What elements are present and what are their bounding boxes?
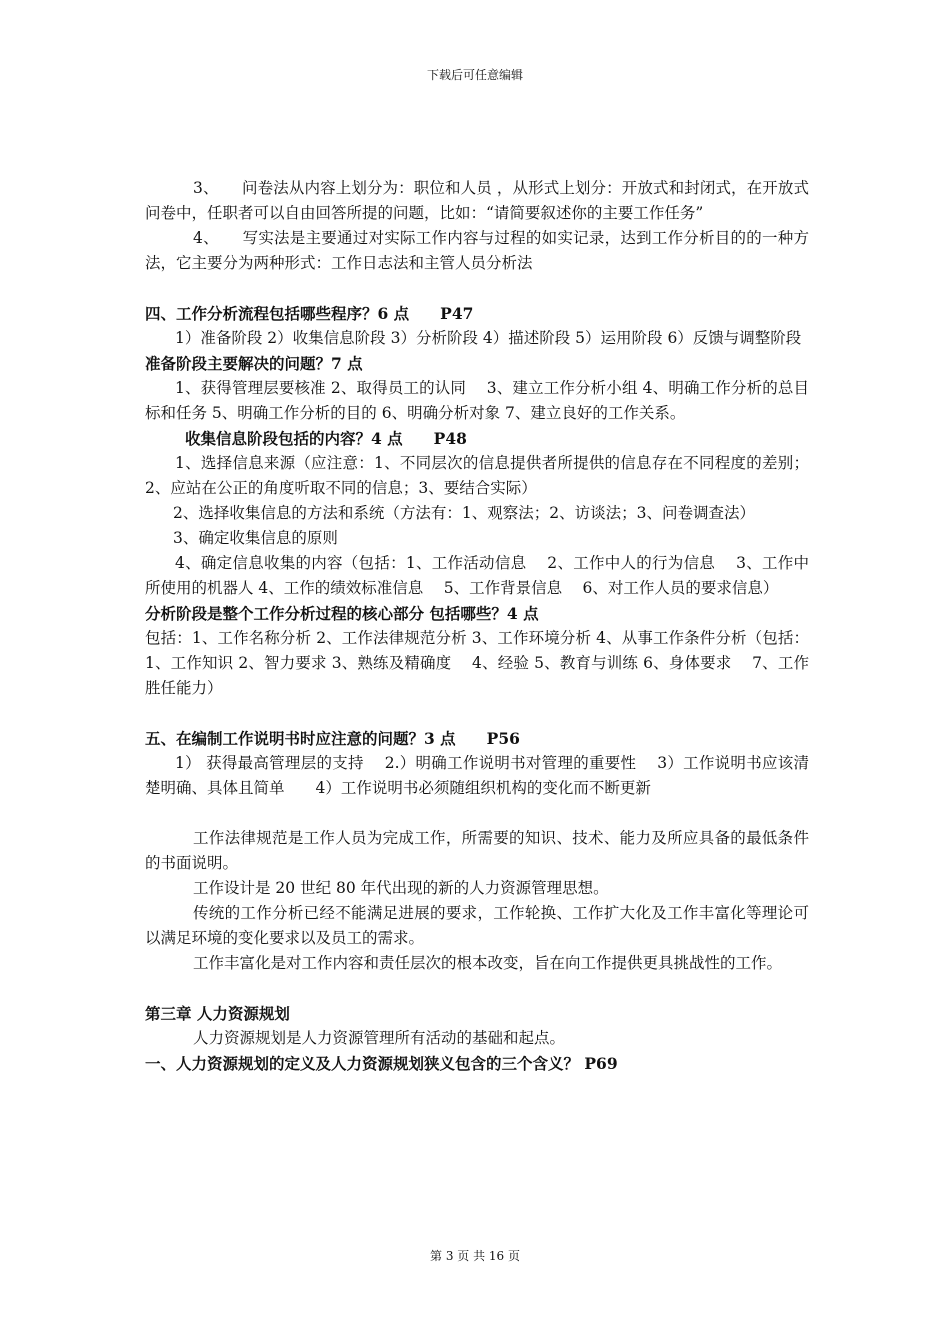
- chapter-heading: 第三章 人力资源规划: [145, 1004, 290, 1023]
- paragraph-stages: 1）准备阶段 2）收集信息阶段 3）分析阶段 4）描述阶段 5）运用阶段 6）反馈与调整阶段: [175, 329, 802, 347]
- spacer: [145, 976, 809, 1001]
- paragraph-collection-2: 2、选择收集信息的方法和系统（方法有：1、观察法；2、访谈法；3、问卷调查法）: [173, 504, 755, 522]
- page-footer: 第 3 页 共 16 页: [430, 1249, 520, 1263]
- paragraph-collection-1: 1、选择信息来源（应注意：1、不同层次的信息提供者所提供的信息存在不同程度的差别；2、应站在公正的角度听取不同的信息；3、要结合实际）: [145, 454, 809, 497]
- paragraph-traditional-analysis: 传统的工作分析已经不能满足进展的要求，工作轮换、工作扩大化及工作丰富化等理论可以满足环境的变化要求以及员工的需求。: [145, 904, 809, 947]
- paragraph-preparation: 1、获得管理层要核准 2、取得员工的认同 3、建立工作分析小组 4、明确工作分析的总目标和任务 5、明确工作分析的目的 6、明确分析对象 7、建立良好的工作关系。: [145, 379, 809, 422]
- spacer: [145, 276, 809, 301]
- page-header: 下载后可任意编辑: [426, 68, 523, 82]
- paragraph-legal-spec: 工作法律规范是工作人员为完成工作，所需要的知识、技术、能力及所应具备的最低条件的书面说明。: [145, 829, 809, 872]
- paragraph-writing-method: 4、 写实法是主要通过对实际工作内容与过程的如实记录，达到工作分析目的的一种方法，它主要分为两种形式：工作日志法和主管人员分析法: [145, 229, 809, 272]
- paragraph-collection-4: 4、确定信息收集的内容（包括：1、工作活动信息 2、工作中人的行为信息 3、工作中所使用的机器人 4、工作的绩效标准信息 5、工作背景信息 6、对工作人员的要求信息）: [145, 554, 809, 597]
- paragraph-job-design: 工作设计是 20 世纪 80 年代出现的新的人力资源管理思想。: [193, 879, 609, 897]
- paragraph-job-description: 1） 获得最高管理层的支持 2.）明确工作说明书对管理的重要性 3）工作说明书应该清楚明确、具体且简单 4）工作说明书必须随组织机构的变化而不断更新: [145, 754, 809, 797]
- section-heading-4: 四、工作分析流程包括哪些程序？6 点 P47: [145, 304, 474, 323]
- spacer: [145, 801, 809, 826]
- subheading-collection: 收集信息阶段包括的内容？4 点 P48: [185, 429, 467, 448]
- paragraph-questionnaire: 3、 问卷法从内容上划分为：职位和人员 ，从形式上划分：开放式和封闭式，在开放式问卷中，任职者可以自由回答所提的问题，比如：“请简要叙述你的主要工作任务”: [145, 179, 809, 222]
- subheading-analysis: 分析阶段是整个工作分析过程的核心部分 包括哪些？4 点: [145, 604, 539, 623]
- paragraph-analysis: 包括：1、工作名称分析 2、工作法律规范分析 3、工作环境分析 4、从事工作条件分析（包括：1、工作知识 2、智力要求 3、熟练及精确度 4、经验 5、教育与训练 6、身体要求 7、工作胜任能力）: [145, 629, 809, 697]
- paragraph-collection-3: 3、确定收集信息的原则: [173, 529, 338, 547]
- section-heading-1: 一、人力资源规划的定义及人力资源规划狭义包含的三个含义？ P69: [145, 1054, 618, 1073]
- paragraph-job-enrichment: 工作丰富化是对工作内容和责任层次的根本改变，旨在向工作提供更具挑战性的工作。: [193, 954, 783, 972]
- spacer: [145, 701, 809, 726]
- subheading-preparation: 准备阶段主要解决的问题？7 点: [145, 354, 363, 373]
- section-heading-5: 五、在编制工作说明书时应注意的问题？3 点 P56: [145, 729, 520, 748]
- document-body: [145, 176, 809, 1076]
- paragraph-hr-planning: 人力资源规划是人力资源管理所有活动的基础和起点。: [193, 1029, 566, 1047]
